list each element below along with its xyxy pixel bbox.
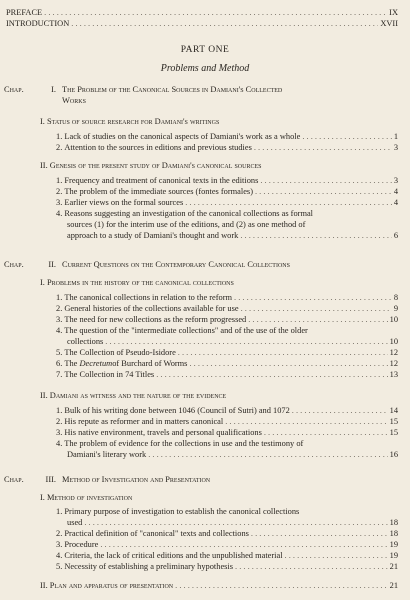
toc-page-number: 16 xyxy=(389,450,398,459)
dot-leader xyxy=(100,540,387,550)
item-text: Reasons suggesting an investigation of the canonical collections as formal xyxy=(64,209,314,218)
item-text: Earlier views on the formal sources xyxy=(64,198,184,207)
toc-page-number: 8 xyxy=(393,293,398,302)
item-text: Attention to the sources in editions and previous studies xyxy=(64,143,252,152)
item-text-continuation: collections xyxy=(67,337,104,346)
item-text: The Collection of Pseudo-Isidore xyxy=(64,348,176,357)
toc-page-number: 10 xyxy=(389,337,398,346)
chapter-label: Chap. xyxy=(4,85,24,94)
dot-leader xyxy=(156,370,387,380)
item-number: 3. xyxy=(56,540,63,549)
toc-item xyxy=(56,529,398,539)
toc-item xyxy=(56,406,398,416)
item-text: Practical definition of "canonical" texts and collections xyxy=(64,529,249,538)
toc-page-number: IX xyxy=(389,8,398,17)
dot-leader xyxy=(251,529,388,539)
section-title: Damiani as witness and the nature of the evidence xyxy=(49,391,227,400)
toc-page-number: 9 xyxy=(393,304,398,313)
toc-page-number: 15 xyxy=(389,428,398,437)
toc-item xyxy=(56,143,398,153)
chapter-label: Chap. xyxy=(4,260,24,269)
section-heading-with-page xyxy=(40,581,398,591)
dot-leader xyxy=(241,304,392,314)
section-heading xyxy=(40,278,234,288)
toc-item-continuation xyxy=(67,231,398,241)
toc-item xyxy=(56,562,398,572)
toc-item xyxy=(56,348,398,358)
chapter-number: I. xyxy=(51,85,56,94)
toc-item xyxy=(56,417,398,427)
item-text-prefix: The xyxy=(64,359,78,368)
toc-page-number: 12 xyxy=(389,348,398,357)
dot-leader xyxy=(105,337,387,347)
toc-item xyxy=(56,370,398,380)
dot-leader xyxy=(254,143,392,153)
toc-page-number: 21 xyxy=(389,562,398,571)
item-number: 6. xyxy=(56,359,63,368)
toc-item-continuation xyxy=(67,450,398,460)
item-text: His native environment, travels and personal qualifications xyxy=(64,428,262,437)
toc-entry-title: PREFACE xyxy=(6,8,43,17)
chapter-label: Chap. xyxy=(4,475,24,484)
toc-page-number: 18 xyxy=(389,529,398,538)
dot-leader xyxy=(84,518,387,528)
item-number: 1. xyxy=(56,406,63,415)
item-text: The Collection in 74 Titles xyxy=(64,370,155,379)
toc-item xyxy=(56,176,398,186)
toc-item xyxy=(56,540,398,550)
toc-item xyxy=(56,359,398,369)
item-text-italic: Decretum xyxy=(79,359,113,368)
section-title: Method of investigation xyxy=(46,493,133,502)
chapter-number: III. xyxy=(45,475,56,484)
item-number: 1. xyxy=(56,293,63,302)
dot-leader xyxy=(189,359,387,369)
item-text: Frequency and treatment of canonical texts in the editions xyxy=(64,176,259,185)
item-number: 2. xyxy=(56,529,63,538)
item-text-continuation: Damiani's literary work xyxy=(67,450,147,459)
item-text: Bulk of his writing done between 1046 (Council of Sutri) and 1072 xyxy=(64,406,290,415)
toc-item xyxy=(56,428,398,438)
dot-leader xyxy=(260,176,391,186)
dot-leader xyxy=(248,315,387,325)
item-text: The need for new collections as the reform progressed xyxy=(64,315,247,324)
toc-page-number: 6 xyxy=(393,231,398,240)
item-number: 4. xyxy=(56,551,63,560)
item-text: His repute as reformer and in matters canonical xyxy=(64,417,224,426)
section-number: I. xyxy=(40,117,45,126)
item-text: General histories of the collections available for use xyxy=(64,304,239,313)
item-text: Criteria, the lack of critical editions and the unpublished material xyxy=(64,551,283,560)
toc-item xyxy=(56,304,398,314)
toc-item xyxy=(56,198,398,208)
toc-item xyxy=(56,132,398,142)
dot-leader xyxy=(178,348,388,358)
chapter-heading-3 xyxy=(4,475,398,485)
toc-item xyxy=(56,293,398,303)
section-number: I. xyxy=(40,278,45,287)
item-number: 4. xyxy=(56,209,63,218)
item-number: 2. xyxy=(56,143,63,152)
part-subtitle: Problems and Method xyxy=(160,63,250,74)
toc-page-number: XVII xyxy=(380,19,398,28)
item-number: 2. xyxy=(56,187,63,196)
toc-page-number: 19 xyxy=(389,540,398,549)
section-number: II. xyxy=(40,581,48,590)
section-heading xyxy=(40,117,219,127)
toc-page-number: 13 xyxy=(389,370,398,379)
chapter-heading-1 xyxy=(4,85,398,95)
dot-leader xyxy=(71,19,378,29)
item-text: Lack of studies on the canonical aspects of Damiani's work as a whole xyxy=(64,132,301,141)
toc-page-number: 1 xyxy=(393,132,398,141)
toc-item xyxy=(56,326,308,336)
item-number: 2. xyxy=(56,417,63,426)
section-title: Problems in the history of the canonical collections xyxy=(46,278,234,287)
toc-item xyxy=(56,209,313,219)
part-title: PART ONE xyxy=(180,45,230,55)
toc-item xyxy=(56,439,303,449)
section-number: II. xyxy=(40,161,48,170)
toc-page-number: 21 xyxy=(389,581,398,590)
dot-leader xyxy=(234,293,392,303)
dot-leader xyxy=(175,581,388,591)
chapter-heading-2 xyxy=(4,260,398,270)
item-text-continuation: sources (1) for the interim use of the editions, and (2) as one method of xyxy=(67,220,306,229)
dot-leader xyxy=(302,132,392,142)
item-number: 4. xyxy=(56,439,63,448)
item-text: Necessity of establishing a preliminary hypothesis xyxy=(64,562,234,571)
item-number: 3. xyxy=(56,198,63,207)
dot-leader xyxy=(285,551,388,561)
dot-leader xyxy=(148,450,387,460)
toc-item-continuation xyxy=(67,337,398,347)
toc-page-number: 3 xyxy=(393,143,398,152)
toc-entry-introduction xyxy=(6,19,398,29)
item-number: 5. xyxy=(56,562,63,571)
section-heading xyxy=(40,493,132,503)
toc-item xyxy=(56,315,398,325)
item-number: 7. xyxy=(56,370,63,379)
section-heading xyxy=(40,161,261,171)
item-number: 1. xyxy=(56,176,63,185)
toc-page-number: 4 xyxy=(393,187,398,196)
toc-entry-preface xyxy=(6,8,398,18)
toc-page-number: 10 xyxy=(389,315,398,324)
item-text: The problem of evidence for the collections in use and the testimony of xyxy=(64,439,304,448)
dot-leader xyxy=(44,8,387,18)
item-text: Primary purpose of investigation to establish the canonical collections xyxy=(64,507,300,516)
toc-page-number: 4 xyxy=(393,198,398,207)
item-number: 1. xyxy=(56,132,63,141)
chapter-title: Current Questions on the Contemporary Canonical Collections xyxy=(62,260,290,269)
dot-leader xyxy=(235,562,388,572)
item-text-continuation: approach to a study of Damiani's thought and work xyxy=(67,231,239,240)
dot-leader xyxy=(185,198,392,208)
dot-leader xyxy=(264,428,388,438)
toc-page-number: 18 xyxy=(389,518,398,527)
item-text: The canonical collections in relation to the reform xyxy=(64,293,233,302)
item-number: 3. xyxy=(56,428,63,437)
dot-leader xyxy=(225,417,387,427)
dot-leader xyxy=(240,231,392,241)
toc-item xyxy=(56,507,299,517)
section-number: I. xyxy=(40,493,45,502)
item-number: 1. xyxy=(56,507,63,516)
item-number: 4. xyxy=(56,326,63,335)
section-heading xyxy=(40,391,226,401)
item-text: The problem of the immediate sources (fontes formales) xyxy=(64,187,253,196)
item-text: Procedure xyxy=(64,540,99,549)
item-number: 5. xyxy=(56,348,63,357)
toc-entry-title: INTRODUCTION xyxy=(6,19,70,28)
section-title: Plan and apparatus of presentation xyxy=(49,581,174,590)
toc-item xyxy=(56,551,398,561)
section-title: Genesis of the present study of Damiani's canonical sources xyxy=(49,161,262,170)
chapter-title: Method of Investigation and Presentation xyxy=(62,475,211,484)
section-number: II. xyxy=(40,391,48,400)
toc-item-continuation xyxy=(67,518,398,528)
toc-page-number: 12 xyxy=(389,359,398,368)
toc-page-number: 15 xyxy=(389,417,398,426)
item-text-suffix: of Burchard of Worms xyxy=(112,359,188,368)
toc-page-number: 3 xyxy=(393,176,398,185)
section-title: Status of source research for Damiani's writings xyxy=(46,117,220,126)
dot-leader xyxy=(255,187,392,197)
toc-page-number: 14 xyxy=(389,406,398,415)
toc-item xyxy=(56,187,398,197)
toc-page-number: 19 xyxy=(389,551,398,560)
item-number: 2. xyxy=(56,304,63,313)
item-text: The question of the "intermediate collections" and of the use of the older xyxy=(64,326,308,335)
chapter-title-continuation: Works xyxy=(62,96,86,105)
dot-leader xyxy=(292,406,388,416)
item-text-continuation: used xyxy=(67,518,83,527)
chapter-number: II. xyxy=(48,260,56,269)
item-number: 3. xyxy=(56,315,63,324)
chapter-title: The Problem of the Canonical Sources in Damiani's Collected xyxy=(62,85,283,94)
